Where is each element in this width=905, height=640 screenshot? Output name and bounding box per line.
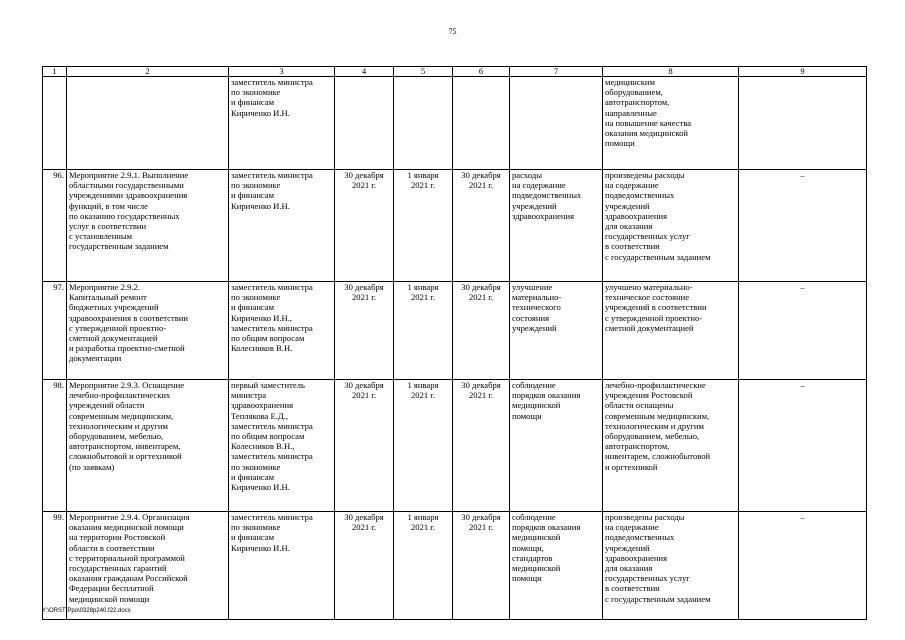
actual-result-cell: произведены расходы на содержание подведомственных учреждений здравоохранения для оказания государственных услуг в соответствии с государственным заданием [603,170,739,282]
actual-result-cell: произведены расходы на содержание подведомственных учреждений здравоохранения для оказания государственных услуг в соответствии с государственным заданием [603,512,739,620]
responsible-cell: заместитель министра по экономике и финансам Кириченко И.Н. [229,170,335,282]
planned-date-cell: 30 декабря 2021 г. [335,170,394,282]
column-header: 6 [453,67,510,77]
planned-date-cell [335,77,394,170]
responsible-cell: заместитель министра по экономике и финансам Кириченко И.Н. [229,512,335,620]
column-header: 5 [394,67,453,77]
end-date-cell: 30 декабря 2021 г. [453,380,510,512]
measure-name-cell: Мероприятие 2.9.3. Оснащение лечебно-профилактических учреждений области современным медицинским, технологическим и другим оборудованием, мебелью, автотранспортом, инвентарем, сложнобытовой и оргтехникой (по заявкам) [67,380,229,512]
start-date-cell: 1 января 2021 г. [394,170,453,282]
reason-cell: – [739,380,867,512]
actual-result-cell: медицинским оборудованием, автотранспортом, направленные на повышение качества оказания медицинской помощи [603,77,739,170]
responsible-cell: заместитель министра по экономике и финансам Кириченко И.Н., заместитель министра по общим вопросам Колесников В.Н. [229,282,335,380]
reason-cell [739,77,867,170]
measures-table [42,66,867,620]
table-row [43,77,867,170]
row-number-cell [43,77,67,170]
table-row [43,512,867,620]
page-number: 75 [448,27,457,36]
start-date-cell [394,77,453,170]
planned-result-cell: улучшение материально- технического состояния учреждений [510,282,603,380]
planned-result-cell: расходы на содержание подведомственных учреждений здравоохранения [510,170,603,282]
reason-cell: – [739,282,867,380]
column-header: 7 [510,67,603,77]
planned-date-cell: 30 декабря 2021 г. [335,512,394,620]
actual-result-cell: лечебно-профилактические учреждения Ростовской области оснащены современным медицинским, технологическим и другим оборудованием, мебелью, автотранспортом, инвентарем, сложнобытовой и оргтехникой [603,380,739,512]
column-header: 8 [603,67,739,77]
end-date-cell [453,77,510,170]
measure-name-cell: Мероприятие 2.9.1. Выполнение областными государственными учреждениями здравоохранения функций, в том числе по оказанию государственных услуг в соответствии с установленным государственным заданием [67,170,229,282]
row-number-cell: 98. [43,380,67,512]
planned-result-cell [510,77,603,170]
row-number-cell: 99. [43,512,67,620]
row-number-cell: 97. [43,282,67,380]
table-row [43,170,867,282]
column-header: 4 [335,67,394,77]
planned-date-cell: 30 декабря 2021 г. [335,282,394,380]
column-header: 2 [67,67,229,77]
file-path-footer: Y:\ORST\Ppo\0328p240.f22.docx [42,608,131,614]
end-date-cell: 30 декабря 2021 г. [453,512,510,620]
planned-result-cell: соблюдение порядков оказания медицинской помощи [510,380,603,512]
actual-result-cell: улучшено материально- техническое состояние учреждений в соответствии с утвержденной проектно- сметной документацией [603,282,739,380]
reason-cell: – [739,170,867,282]
end-date-cell: 30 декабря 2021 г. [453,170,510,282]
responsible-cell: заместитель министра по экономике и финансам Кириченко И.Н. [229,77,335,170]
measure-name-cell: Мероприятие 2.9.2. Капитальный ремонт бюджетных учреждений здравоохранения в соответствии с утвержденной проектно- сметной документацией и разработка проектно-сметной документации [67,282,229,380]
responsible-cell: первый заместитель министра здравоохранения Теплякова Е.Д., заместитель министра по общим вопросам Колесников В.Н., заместитель министра по экономике и финансам Кириченко И.Н. [229,380,335,512]
row-number-cell: 96. [43,170,67,282]
column-header: 3 [229,67,335,77]
end-date-cell: 30 декабря 2021 г. [453,282,510,380]
planned-date-cell: 30 декабря 2021 г. [335,380,394,512]
measure-name-cell: Мероприятие 2.9.4. Организация оказания медицинской помощи на территории Ростовской области в соответствии с территориальной программой государственных гарантий оказания гражданам Российской Федерации бесплатной медицинской помощи [67,512,229,620]
column-header: 1 [43,67,67,77]
reason-cell: – [739,512,867,620]
column-header: 9 [739,67,867,77]
planned-result-cell: соблюдение порядков оказания медицинской помощи, стандартов медицинской помощи [510,512,603,620]
start-date-cell: 1 января 2021 г. [394,512,453,620]
table-row [43,380,867,512]
header-row [43,67,867,77]
start-date-cell: 1 января 2021 г. [394,282,453,380]
table-row [43,282,867,380]
start-date-cell: 1 января 2021 г. [394,380,453,512]
measure-name-cell [67,77,229,170]
